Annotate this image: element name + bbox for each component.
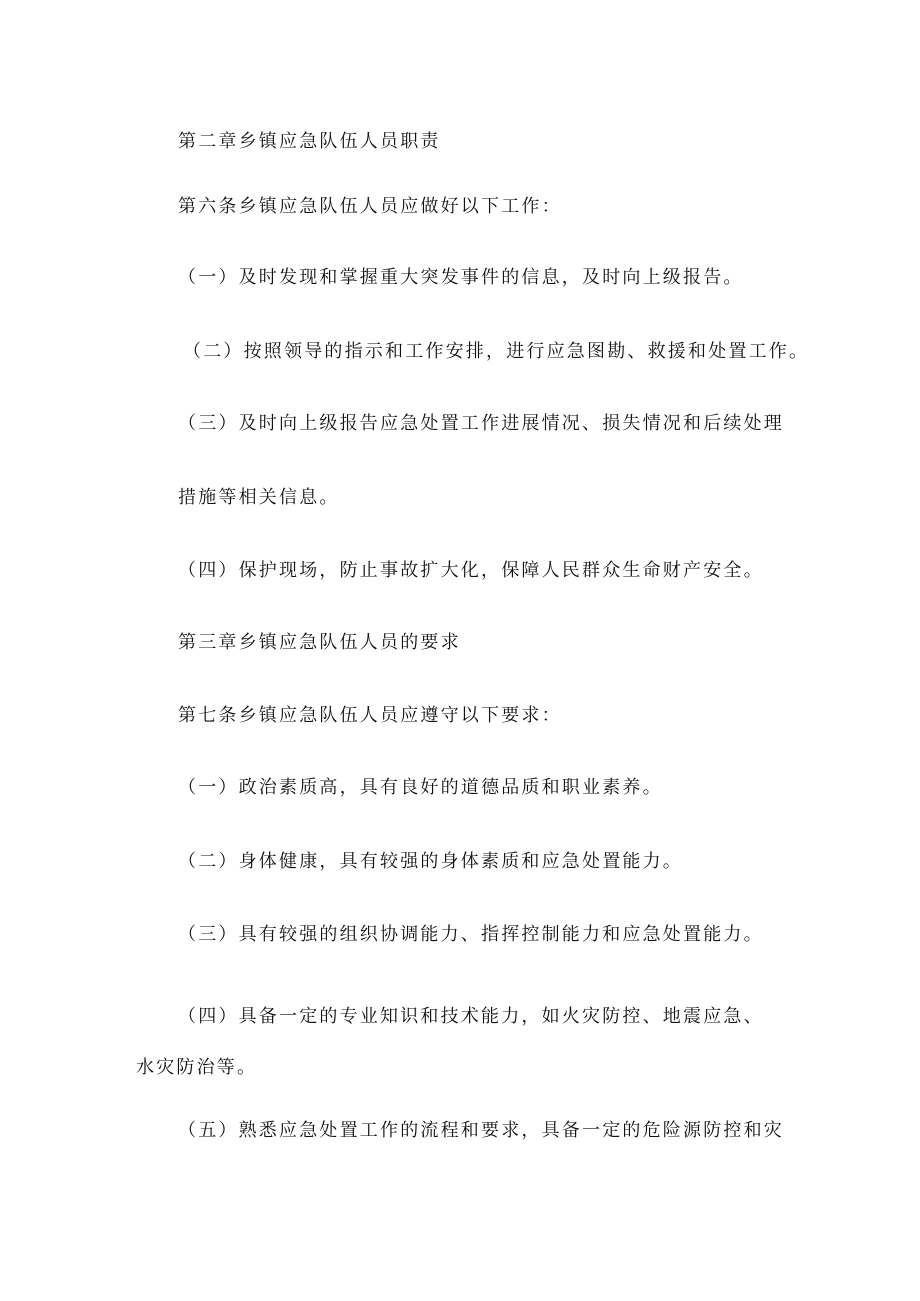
article-6-intro: 第六条乡镇应急队伍人员应做好以下工作： (178, 196, 562, 217)
article-7-item-4-continued: 水灾防治等。 (136, 1057, 258, 1078)
article-6-item-2: （二）按照领导的指示和工作安排，进行应急图勘、救援和处置工作。 (183, 341, 810, 362)
article-6-item-3: （三）及时向上级报告应急处置工作进展情况、损失情况和后续处理 (178, 413, 784, 434)
chapter-3-heading: 第三章乡镇应急队伍人员的要求 (178, 632, 461, 653)
article-7-intro: 第七条乡镇应急队伍人员应遵守以下要求： (178, 705, 562, 726)
article-7-item-1: （一）政治素质高，具有良好的道德品质和职业素养。 (178, 777, 663, 798)
article-6-item-4: （四）保护现场，防止事故扩大化，保障人民群众生命财产安全。 (178, 560, 764, 581)
article-7-item-4: （四）具备一定的专业知识和技术能力，如火灾防控、地震应急、 (178, 1006, 764, 1027)
article-7-item-5: （五）熟悉应急处置工作的流程和要求，具备一定的危险源防控和灾 (178, 1120, 784, 1141)
article-7-item-3: （三）具有较强的组织协调能力、指挥控制能力和应急处置能力。 (178, 924, 764, 945)
article-6-item-1: （一）及时发现和掌握重大突发事件的信息，及时向上级报告。 (178, 267, 744, 288)
article-7-item-2: （二）身体健康，具有较强的身体素质和应急处置能力。 (178, 851, 683, 872)
chapter-2-heading: 第二章乡镇应急队伍人员职责 (178, 131, 441, 152)
article-6-item-3-continued: 措施等相关信息。 (178, 487, 340, 508)
